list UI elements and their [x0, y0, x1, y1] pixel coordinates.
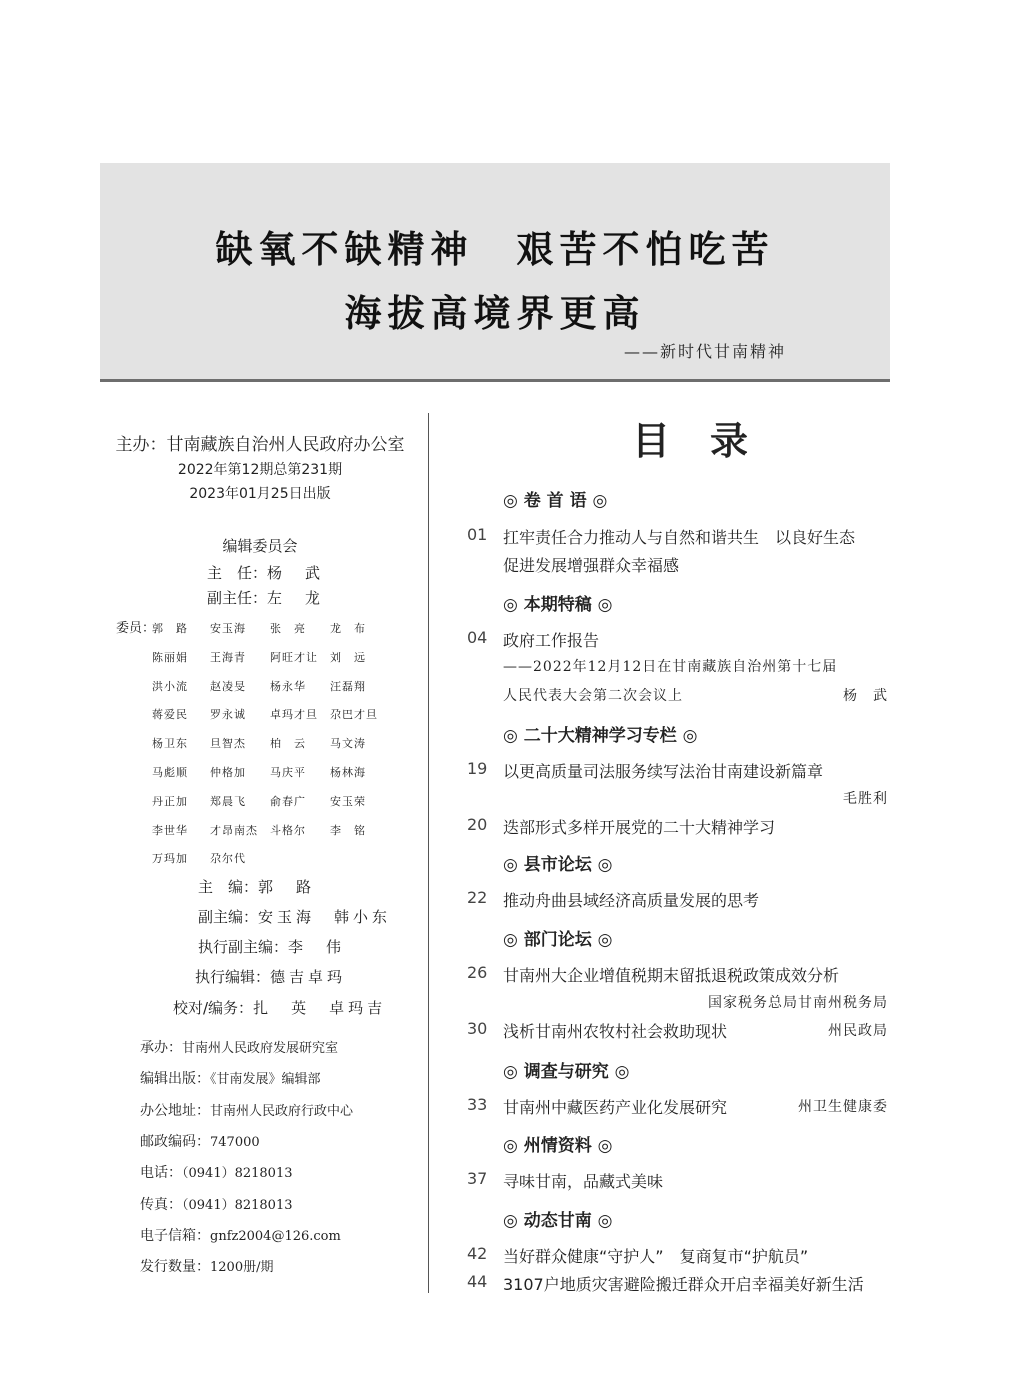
member-name: 张 亮 [270, 622, 306, 635]
info-line [140, 1162, 292, 1182]
slogan-source: ——新时代甘南精神 [623, 342, 786, 361]
toc-entry-title[interactable]: 政府工作报告 [503, 631, 600, 650]
director [207, 562, 324, 583]
toc-page: 33 [467, 1095, 488, 1114]
toc-entry-title[interactable]: 当好群众健康“守护人” 复商复市“护航员” [503, 1247, 809, 1266]
toc-entry-title[interactable]: 推动舟曲县域经济高质量发展的思考 [503, 891, 760, 910]
toc-page: 30 [467, 1019, 488, 1038]
deputy-editor-label: 副主编： [198, 908, 259, 926]
info-line [140, 1225, 341, 1245]
publish-date: 2023年01月25日出版 [189, 486, 331, 502]
section-county-forum: ◎ 县市论坛 ◎ [503, 855, 613, 875]
info-value: （0941）8218013 [182, 1197, 293, 1213]
exec-editor-label: 执行编辑： [195, 968, 271, 986]
member-name: 王海青 [210, 650, 246, 664]
member-name: 马彪顺 [152, 766, 188, 779]
toc-entry-title-cont[interactable]: 促进发展增强群众幸福感 [503, 556, 680, 575]
proofreader [173, 997, 386, 1018]
info-value: 《甘南发展》编辑部 [210, 1072, 321, 1088]
info-label: 编辑出版： [140, 1071, 210, 1088]
toc-page: 22 [467, 888, 488, 907]
toc-entry-title[interactable]: 寻味甘南，品藏式美味 [503, 1172, 664, 1191]
member-name: 斗格尔 [270, 823, 306, 837]
member-name: 安玉海 [210, 622, 246, 635]
info-value: 甘南州人民政府发展研究室 [182, 1041, 339, 1056]
info-value[interactable]: gnfz2004@126.com [210, 1228, 341, 1244]
member-name: 仲格加 [210, 766, 246, 779]
member-name: 万玛加 [152, 852, 188, 866]
deputy-director-label: 副主任： [207, 589, 268, 607]
toc-entry-title[interactable]: 3107户地质灾害避险搬迁群众开启幸福美好新生活 [503, 1275, 864, 1294]
editor [198, 876, 315, 897]
toc-entry-title[interactable]: 甘南州大企业增值税期末留抵退税政策成效分析 [503, 966, 840, 985]
sponsor: 主办：甘南藏族自治州人民政府办公室 [115, 435, 405, 455]
deputy-director [207, 587, 324, 608]
section-department-forum: ◎ 部门论坛 ◎ [503, 930, 613, 950]
members-label: 委员： [116, 621, 156, 636]
member-name: 刘 远 [330, 650, 366, 664]
member-name: 罗永诚 [210, 708, 246, 722]
member-name: 郑晨飞 [210, 794, 246, 808]
toc-entry-title[interactable]: 浅析甘南州农牧村社会救助现状 [503, 1022, 728, 1041]
member-name: 龙 布 [330, 622, 366, 635]
info-value: （0941）8218013 [182, 1166, 293, 1182]
exec-editor [195, 966, 346, 987]
member-name: 阿旺才让 [270, 650, 318, 664]
exec-editor-name: 德吉卓玛 [270, 968, 347, 986]
info-label: 电子信箱： [140, 1227, 210, 1244]
member-name: 才昂南杰 [210, 823, 258, 837]
member-name: 李世华 [152, 823, 188, 837]
member-name: 柏 云 [270, 737, 306, 751]
toc-entry-subtitle: ——2022年12月12日在甘南藏族自治州第十七届 [503, 659, 838, 675]
member-name: 卓玛才旦 [270, 708, 318, 722]
toc-page: 04 [467, 628, 488, 647]
info-line [140, 1194, 292, 1214]
section-20th-congress: ◎ 二十大精神学习专栏 ◎ [503, 726, 698, 746]
exec-deputy-name: 李 伟 [288, 938, 346, 956]
section-research: ◎ 调查与研究 ◎ [503, 1062, 630, 1082]
member-name: 俞春广 [270, 794, 306, 808]
toc-page: 26 [467, 963, 488, 982]
toc-entry-author: 国家税务总局甘南州税务局 [708, 995, 888, 1011]
section-prefecture-info: ◎ 州情资料 ◎ [503, 1136, 613, 1156]
toc-page: 19 [467, 759, 488, 778]
deputy-editor-name: 安玉海 韩小东 [258, 908, 392, 926]
member-name: 汪磊翔 [330, 679, 366, 693]
toc-entry-author: 州卫生健康委 [798, 1099, 888, 1115]
info-label: 邮政编码： [140, 1133, 210, 1150]
member-name: 尕尔代 [210, 852, 246, 866]
deputy-editor [198, 906, 391, 927]
section-news: ◎ 动态甘南 ◎ [503, 1211, 613, 1231]
toc-entry-author: 州民政局 [828, 1023, 888, 1039]
member-name: 丹正加 [152, 794, 188, 808]
toc-entry-title[interactable]: 甘南州中藏医药产业化发展研究 [503, 1098, 728, 1117]
toc-entry-author: 杨 武 [843, 688, 888, 704]
toc-page: 44 [467, 1272, 488, 1291]
slogan-line-1: 缺氧不缺精神 艰苦不怕吃苦 [215, 227, 775, 271]
info-label: 传真： [140, 1196, 182, 1213]
member-name: 杨林海 [330, 766, 366, 779]
info-value: 1200册/期 [210, 1260, 274, 1276]
section-preface: ◎ 卷 首 语 ◎ [503, 491, 608, 511]
member-name: 李 铭 [330, 823, 366, 837]
info-line [140, 1100, 353, 1120]
toc-entry-title[interactable]: 以更高质量司法服务续写法治甘南建设新篇章 [503, 762, 824, 781]
info-label: 办公地址： [140, 1102, 210, 1119]
issue-number: 2022年第12期总第231期 [177, 462, 343, 478]
info-label: 发行数量： [140, 1259, 210, 1276]
toc-entry-title[interactable]: 迭部形式多样开展党的二十大精神学习 [503, 818, 776, 837]
toc-page: 01 [467, 525, 488, 544]
info-line [140, 1256, 273, 1276]
proof-name: 扎 英 卓玛吉 [253, 999, 387, 1017]
info-label: 承办： [140, 1040, 182, 1056]
info-label: 电话： [140, 1165, 182, 1182]
member-name: 郭 路 [152, 622, 188, 635]
info-line [140, 1131, 260, 1151]
proof-label: 校对/编务： [173, 999, 254, 1017]
slogan-banner [100, 163, 890, 382]
toc-entry-author: 毛胜利 [843, 791, 888, 807]
toc-page: 20 [467, 815, 488, 834]
toc-entry-subtitle: 人民代表大会第二次会议上 [503, 688, 683, 704]
editor-name: 郭 路 [258, 878, 316, 896]
director-label: 主 任： [207, 564, 268, 582]
info-line [140, 1068, 321, 1088]
member-name: 杨永华 [270, 679, 306, 693]
toc-page: 37 [467, 1169, 488, 1188]
slogan-line-2: 海拔高境界更高 [344, 291, 646, 335]
member-name: 尕巴才旦 [330, 708, 378, 722]
member-name: 陈丽娟 [152, 650, 188, 664]
editor-label: 主 编： [198, 878, 259, 896]
toc-entry-title[interactable]: 扛牢责任合力推动人与自然和谐共生 以良好生态 [503, 528, 856, 547]
exec-deputy-editor [198, 936, 345, 957]
column-divider [428, 413, 429, 1293]
member-name: 安玉荣 [330, 794, 366, 808]
member-name: 旦智杰 [210, 737, 246, 751]
toc-title: 目录 [631, 418, 788, 463]
exec-deputy-label: 执行副主编： [198, 938, 289, 956]
member-name: 洪小流 [152, 679, 188, 693]
section-feature: ◎ 本期特稿 ◎ [503, 595, 613, 615]
member-name: 杨卫东 [152, 737, 188, 751]
member-name: 马庆平 [270, 766, 306, 779]
member-name: 马文涛 [330, 737, 366, 751]
editorial-board-title: 编辑委员会 [222, 537, 298, 555]
info-value: 甘南州人民政府行政中心 [210, 1103, 354, 1119]
director-name: 杨 武 [267, 564, 325, 582]
info-line [140, 1037, 338, 1057]
info-value: 747000 [210, 1134, 260, 1150]
member-name: 蒋爱民 [152, 708, 188, 722]
member-name: 赵凌旻 [210, 679, 246, 693]
deputy-director-name: 左 龙 [267, 589, 325, 607]
toc-page: 42 [467, 1244, 488, 1263]
